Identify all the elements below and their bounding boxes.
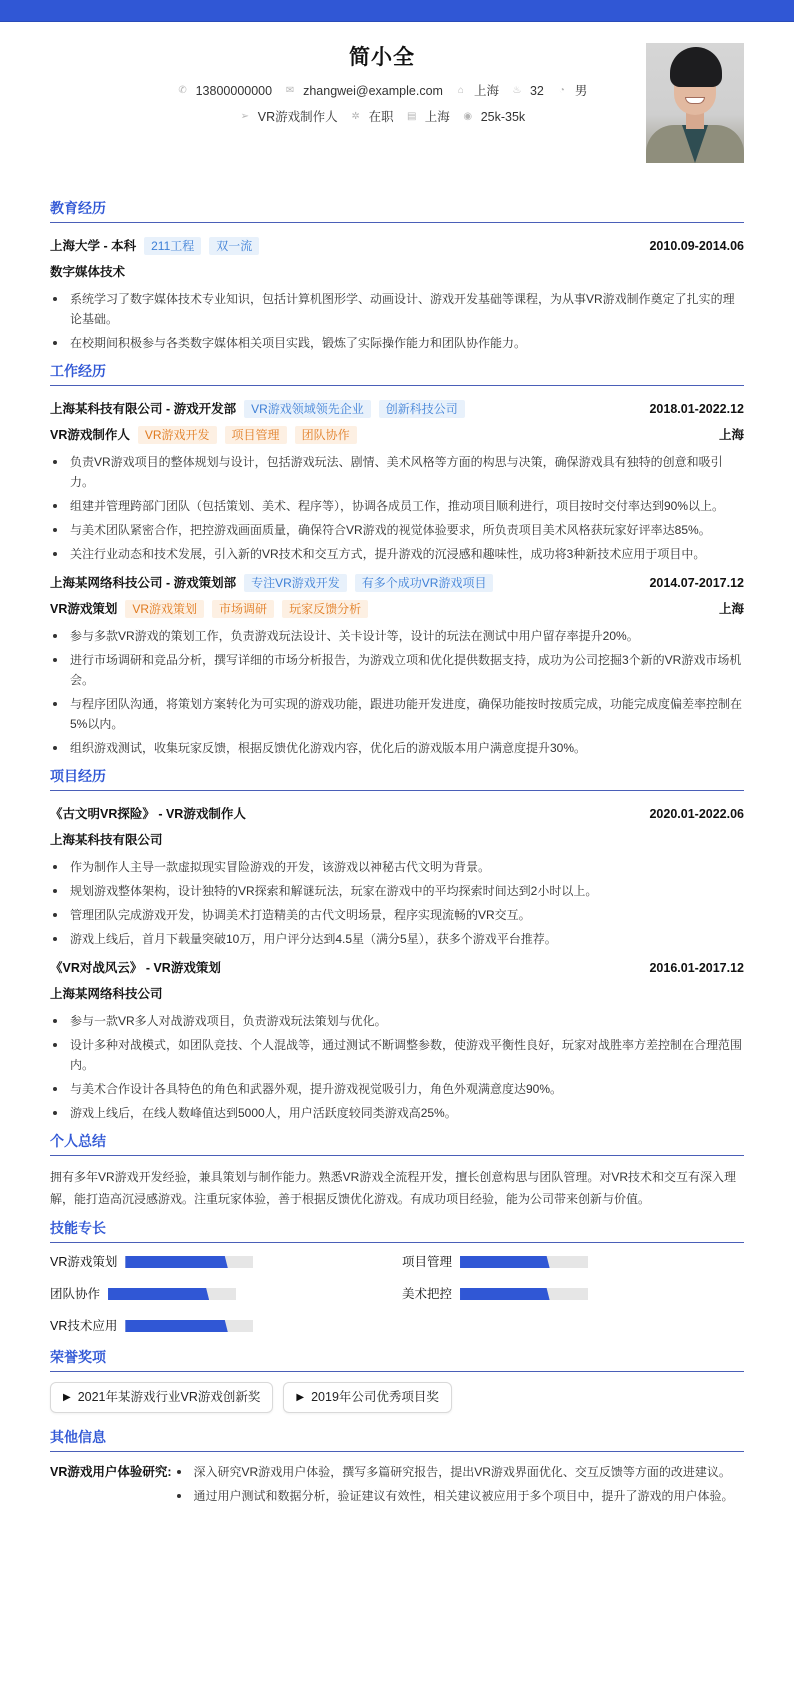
bullet-item: 设计多种对战模式，如团队竞技、个人混战等，通过测试不断调整参数，使游戏平衡性良好，玩家对战胜率方差控制在合理范围内。: [50, 1035, 744, 1075]
email-text: zhangwei@example.com: [303, 84, 443, 98]
bullet-item: 管理团队完成游戏开发，协调美术打造精美的古代文明场景，程序实现流畅的VR交互。: [50, 905, 744, 925]
target-city-text: 上海: [424, 110, 450, 124]
work-item: [50, 396, 744, 564]
home-icon: ⌂: [457, 85, 464, 97]
awards-section: [50, 1347, 744, 1413]
skill-bar-fill: [108, 1288, 209, 1300]
skill-bar-fill: [460, 1256, 550, 1268]
target-role-text: VR游戏制作人: [257, 110, 338, 124]
skills-section: [50, 1218, 744, 1335]
project-date: 2016.01-2017.12: [649, 960, 744, 975]
school-tag: 211工程: [144, 237, 201, 255]
email-item: [284, 82, 443, 101]
bullet-item: 作为制作人主导一款虚拟现实冒险游戏的开发，该游戏以神秘古代文明为背景。: [50, 857, 744, 877]
education-bullets: [50, 289, 744, 353]
company-tag: 有多个成功VR游戏项目: [355, 574, 494, 592]
salary-text: 25k-35k: [480, 110, 526, 124]
home-item: [455, 82, 499, 101]
role-tag: 团队协作: [295, 426, 357, 444]
work-location: 上海: [718, 601, 744, 616]
bullet-item: 系统学习了数字媒体技术专业知识，包括计算机图形学、动画设计、游戏开发基础等课程，为从事VR游戏制作奠定了扎实的理论基础。: [50, 289, 744, 329]
bullet-item: 在校期间积极参与各类数字媒体相关项目实践，锻炼了实际操作能力和团队协作能力。: [50, 333, 744, 353]
target-city-item: [406, 108, 450, 127]
skill-label: VR游戏策划: [50, 1254, 118, 1269]
bullet-item: 关注行业动态和技术发展，引入新的VR技术和交互方式，提升游戏的沉浸感和趣味性，成功将3种新技术应用于项目中。: [50, 544, 744, 564]
skill-bar: [460, 1256, 588, 1268]
role-tag: 市场调研: [212, 600, 274, 618]
summary-section: [50, 1131, 744, 1210]
bullet-item: 规划游戏整体架构，设计独特的VR探索和解谜玩法，玩家在游戏中的平均探索时间达到2小时以上。: [50, 881, 744, 901]
project-item: [50, 801, 744, 949]
skill-bar-fill: [125, 1320, 227, 1332]
project-date: 2020.01-2022.06: [649, 806, 744, 821]
bullet-item: 与程序团队沟通，将策划方案转化为可实现的游戏功能，跟进功能开发进度，确保功能按时按质完成，功能完成度偏差率控制在5%以内。: [50, 694, 744, 734]
building-icon: ▤: [406, 111, 417, 123]
bullet-item: 参与多款VR游戏的策划工作，负责游戏玩法设计、关卡设计等，设计的玩法在测试中用户留存率提升20%。: [50, 626, 744, 646]
bullet-item: 通过用户测试和数据分析，验证建议有效性，相关建议被应用于多个项目中，提升了游戏的用户体验。: [174, 1486, 734, 1506]
bullet-item: 负责VR游戏项目的整体规划与设计，包括游戏玩法、剧情、美术风格等方面的构思与决策，确保游戏具有独特的创意和吸引力。: [50, 452, 744, 492]
education-section: [50, 198, 744, 353]
work-location: 上海: [718, 427, 744, 442]
awards-list: [50, 1382, 744, 1413]
award-text: 2021年某游戏行业VR游戏创新奖: [77, 1390, 261, 1405]
candidate-name: 简小全: [349, 46, 415, 69]
company-tag: 创新科技公司: [379, 400, 465, 418]
school-tag: 双一流: [209, 237, 259, 255]
company-tag: VR游戏领域领先企业: [244, 400, 371, 418]
other-item: [50, 1462, 744, 1510]
age-text: 32: [529, 84, 544, 98]
bullet-item: 游戏上线后，首月下载量突破10万，用户评分达到4.5星（满分5星），获多个游戏平台推荐。: [50, 929, 744, 949]
bullet-item: 进行市场调研和竞品分析，撰写详细的市场分析报告，为游戏立项和优化提供数据支持，成功为公司挖掘3个新的VR游戏市场机会。: [50, 650, 744, 690]
phone-text: 13800000000: [195, 84, 273, 98]
award-text: 2019年公司优秀项目奖: [311, 1390, 439, 1405]
section-title: 工作经历: [50, 361, 744, 386]
award-chip: [50, 1382, 273, 1413]
bullet-item: 组织游戏测试，收集玩家反馈，根据反馈优化游戏内容，优化后的游戏版本用户满意度提升30%。: [50, 738, 744, 758]
skill-bar: [460, 1288, 588, 1300]
resume-page: [0, 22, 794, 1530]
skill-bar-fill: [125, 1256, 227, 1268]
other-bullets: [174, 1462, 734, 1510]
gender-text: 男: [574, 84, 588, 98]
bullet-item: 游戏上线后，在线人数峰值达到5000人，用户活跃度较同类游戏高25%。: [50, 1103, 744, 1123]
salary-icon: ◉: [463, 111, 473, 123]
job-role: VR游戏策划: [50, 601, 118, 616]
school-name: 上海大学 - 本科: [50, 238, 137, 253]
project-name: 《VR对战风云》 - VR游戏策划: [50, 960, 221, 975]
bullet-item: 参与一款VR多人对战游戏项目，负责游戏玩法策划与优化。: [50, 1011, 744, 1031]
cake-icon: ♨: [512, 85, 522, 97]
triangle-right-icon: ▶: [63, 1392, 71, 1403]
skill-label: 美术把控: [402, 1286, 453, 1301]
other-label: VR游戏用户体验研究:: [50, 1465, 172, 1479]
section-title: 其他信息: [50, 1427, 744, 1452]
role-tag: 玩家反馈分析: [282, 600, 368, 618]
bullet-item: 与美术团队紧密合作，把控游戏画面质量，确保符合VR游戏的视觉体验要求，所负责项目美术风格获玩家好评率达85%。: [50, 520, 744, 540]
work-item: [50, 570, 744, 758]
mail-icon: ✉: [285, 85, 295, 97]
work-bullets: [50, 452, 744, 564]
triangle-right-icon: ▶: [296, 1392, 305, 1403]
work-section: [50, 361, 744, 758]
phone-icon: ✆: [178, 85, 187, 97]
work-bullets: [50, 626, 744, 758]
target-role-item: [239, 108, 338, 127]
home-text: 上海: [473, 84, 499, 98]
phone-item: [177, 82, 272, 101]
skill-item: [402, 1285, 754, 1303]
skill-item: [50, 1253, 402, 1271]
project-bullets: [50, 1011, 744, 1123]
project-company: 上海某科技有限公司: [50, 832, 163, 847]
status-icon: ✲: [351, 111, 360, 123]
education-date: 2010.09-2014.06: [649, 238, 744, 253]
bullet-item: 组建并管理跨部门团队（包括策划、美术、程序等），协调各成员工作，推动项目顺利进行，项目按时交付率达到90%以上。: [50, 496, 744, 516]
section-title: 教育经历: [50, 198, 744, 223]
skill-item: [50, 1317, 402, 1335]
gender-icon: ◔: [558, 85, 565, 97]
skill-item: [50, 1285, 402, 1303]
company-name: 上海某科技有限公司 - 游戏开发部: [50, 401, 237, 416]
company-name: 上海某网络科技公司 - 游戏策划部: [50, 575, 237, 590]
salary-item: [462, 108, 525, 127]
send-icon: ➢: [240, 111, 249, 123]
section-title: 个人总结: [50, 1131, 744, 1156]
skill-bar: [125, 1256, 253, 1268]
education-item: [50, 233, 744, 353]
skill-bar-fill: [460, 1288, 550, 1300]
skill-item: [402, 1253, 754, 1271]
section-title: 技能专长: [50, 1218, 744, 1243]
project-company: 上海某网络科技公司: [50, 986, 163, 1001]
role-tag: 项目管理: [225, 426, 287, 444]
skills-grid: [50, 1253, 744, 1335]
status-text: 在职: [368, 110, 394, 124]
skill-bar: [125, 1320, 253, 1332]
major: 数字媒体技术: [50, 264, 126, 279]
skill-label: 团队协作: [50, 1286, 101, 1301]
projects-section: [50, 766, 744, 1123]
section-title: 荣誉奖项: [50, 1347, 744, 1372]
project-name: 《古文明VR探险》 - VR游戏制作人: [50, 806, 246, 821]
work-date: 2018.01-2022.12: [649, 401, 744, 416]
company-tag: 专注VR游戏开发: [244, 574, 347, 592]
profile-photo: [646, 43, 744, 163]
other-section: [50, 1427, 744, 1510]
work-date: 2014.07-2017.12: [649, 575, 744, 590]
bullet-item: 深入研究VR游戏用户体验，撰写多篇研究报告，提出VR游戏界面优化、交互反馈等方面的改进建议。: [174, 1462, 734, 1482]
job-role: VR游戏制作人: [50, 427, 130, 442]
summary-text: 拥有多年VR游戏开发经验，兼具策划与制作能力。熟悉VR游戏全流程开发，擅长创意构思与团队管理。对VR技术和交互有深入理解，能打造高沉浸感游戏。注重玩家体验，善于根据反馈优化游戏。有成功项目经验，能为公司带来创新与价值。: [50, 1170, 737, 1206]
role-tag: VR游戏开发: [138, 426, 217, 444]
project-item: [50, 955, 744, 1123]
bullet-item: 与美术合作设计各具特色的角色和武器外观，提升游戏视觉吸引力，角色外观满意度达90%。: [50, 1079, 744, 1099]
role-tag: VR游戏策划: [125, 600, 204, 618]
award-chip: [283, 1382, 452, 1413]
job-intent-row: [50, 108, 744, 127]
project-bullets: [50, 857, 744, 949]
contact-row: [50, 82, 744, 101]
skill-bar: [108, 1288, 236, 1300]
age-item: [511, 82, 544, 101]
gender-item: [556, 82, 588, 101]
resume-header: [50, 22, 744, 190]
skill-label: 项目管理: [402, 1254, 453, 1269]
section-title: 项目经历: [50, 766, 744, 791]
skill-label: VR技术应用: [50, 1318, 118, 1333]
status-item: [350, 108, 394, 127]
top-accent-bar: [0, 0, 794, 22]
